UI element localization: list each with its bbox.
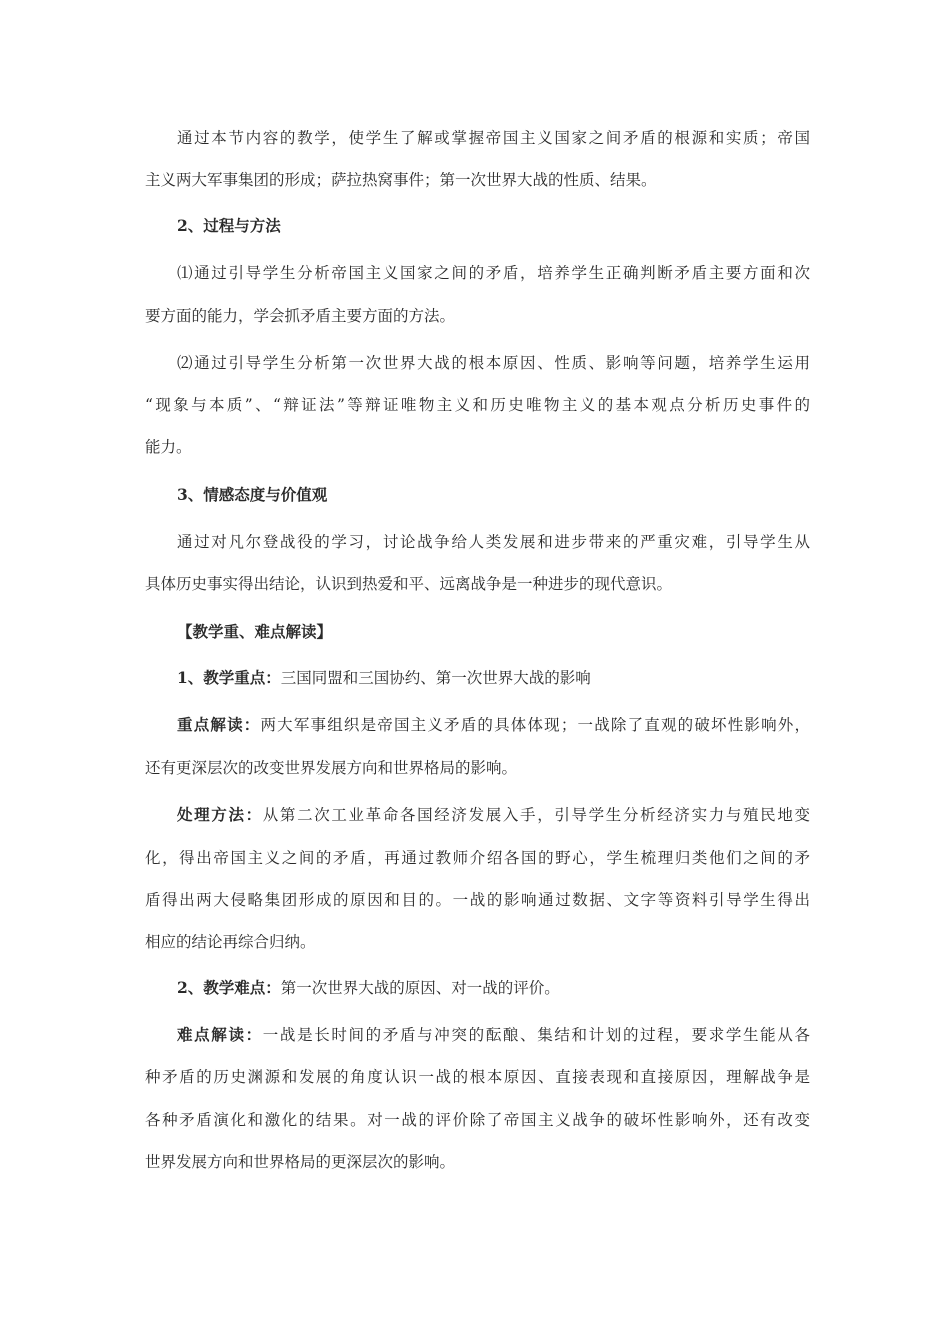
paragraph-key-interpretation-line: 还有更深层次的改变世界发展方向和世界格局的影响。: [145, 759, 518, 777]
handling-method-label: 处理方法：: [177, 805, 263, 824]
paragraph-goal-text-line: 主义两大军事集团的形成；萨拉热窝事件；第一次世界大战的性质、结果。: [145, 171, 657, 189]
paragraph-goal-text: 通过本节内容的教学，使学生了解或掌握帝国主义国家之间矛盾的根源和实质；帝国: [177, 129, 810, 147]
paragraph-difficult-point: [177, 977, 810, 999]
paragraph-difficult-interpretation-line: 各种矛盾演化和激化的结果。对一战的评价除了帝国主义战争的破坏性影响外，还有改变: [145, 1111, 810, 1129]
paragraph-emotion: 通过对凡尔登战役的学习，讨论战争给人类发展和进步带来的严重灾难，引导学生从: [177, 533, 810, 551]
section-heading-key-difficult: 【教学重、难点解读】: [177, 622, 333, 641]
key-point-label: 1、教学重点：: [177, 668, 281, 687]
paragraph-key-point: [177, 667, 810, 689]
paragraph-process-1: ⑴通过引导学生分析帝国主义国家之间的矛盾，培养学生正确判断矛盾主要方面和次: [177, 264, 810, 282]
paragraph-process-2: ⑵通过引导学生分析第一次世界大战的根本原因、性质、影响等问题，培养学生运用: [177, 354, 810, 372]
paragraph-handling-method-line: 盾得出两大侵略集团形成的原因和目的。一战的影响通过数据、文字等资料引导学生得出: [145, 891, 810, 909]
section-heading-process-method: 2、过程与方法: [177, 216, 281, 235]
paragraph-difficult-interpretation: [177, 1024, 810, 1046]
paragraph-difficult-interpretation-line: 种矛盾的历史渊源和发展的角度认识一战的根本原因、直接表现和直接原因，理解战争是: [145, 1068, 810, 1086]
paragraph-difficult-interpretation-line: 世界发展方向和世界格局的更深层次的影响。: [145, 1153, 456, 1171]
paragraph-process-2-line: 能力。: [145, 438, 192, 456]
paragraph-handling-method-line: 化，得出帝国主义之间的矛盾，再通过教师介绍各国的野心，学生梳理归类他们之间的矛: [145, 849, 810, 867]
section-heading-emotion-values: 3、情感态度与价值观: [177, 485, 328, 504]
difficult-interpretation-label: 难点解读：: [177, 1025, 263, 1044]
handling-method-text: 从第二次工业革命各国经济发展入手，引导学生分析经济实力与殖民地变: [262, 806, 810, 824]
paragraph-handling-method-line: 相应的结论再综合归纳。: [145, 933, 316, 951]
key-interpretation-label: 重点解读：: [177, 715, 261, 734]
key-point-text: 三国同盟和三国协约、第一次世界大战的影响: [280, 669, 591, 687]
paragraph-handling-method: [177, 804, 810, 826]
paragraph-key-interpretation: [177, 714, 810, 736]
paragraph-process-2-line: “现象与本质”、“辩证法”等辩证唯物主义和历史唯物主义的基本观点分析历史事件的: [145, 396, 810, 414]
difficult-point-text: 第一次世界大战的原因、对一战的评价。: [280, 979, 560, 997]
paragraph-emotion-line: 具体历史事实得出结论，认识到热爱和平、远离战争是一种进步的现代意识。: [145, 575, 673, 593]
difficult-point-label: 2、教学难点：: [177, 978, 281, 997]
key-interpretation-text: 两大军事组织是帝国主义矛盾的具体体现；一战除了直观的破坏性影响外，: [260, 716, 810, 734]
paragraph-process-1-line: 要方面的能力，学会抓矛盾主要方面的方法。: [145, 307, 456, 325]
difficult-interpretation-text: 一战是长时间的矛盾与冲突的酝酿、集结和计划的过程，要求学生能从各: [262, 1026, 810, 1044]
